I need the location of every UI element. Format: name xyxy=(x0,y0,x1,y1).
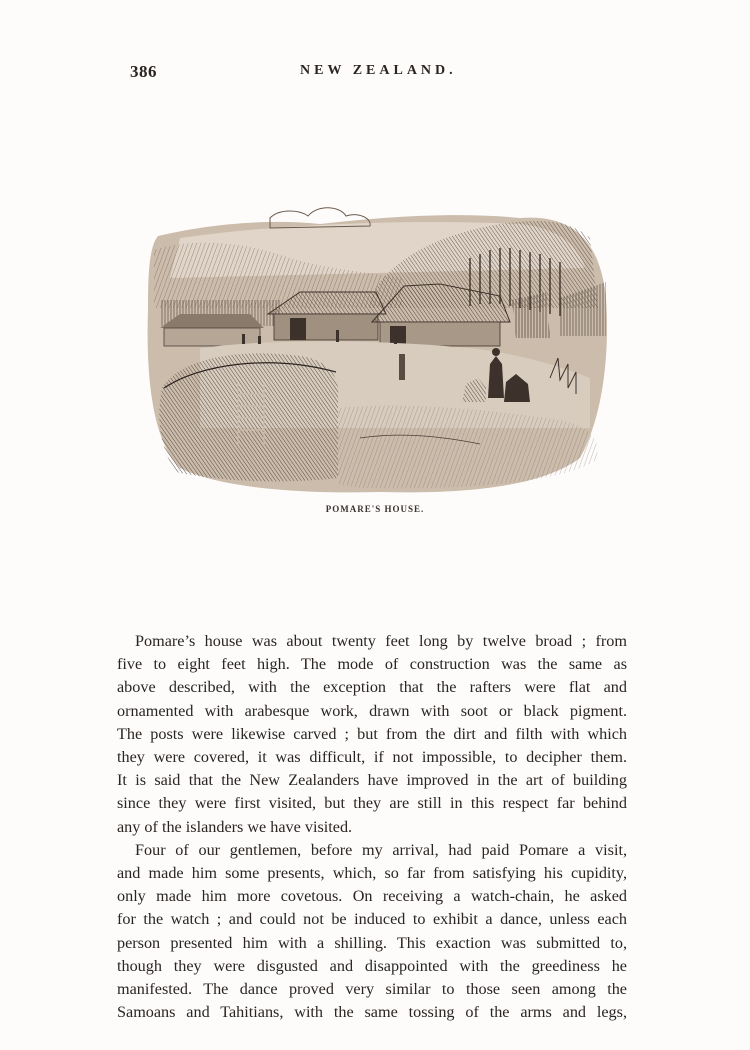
text-line: five to eight feet high. The mode of construction was the same as xyxy=(117,655,627,674)
text-line: It is said that the New Zealanders have improved in the art of building xyxy=(117,771,627,790)
text-line: Samoans and Tahitians, with the same tossing of the arms and legs, xyxy=(117,1003,627,1022)
text-line: ornamented with arabesque work, drawn with soot or black pigment. xyxy=(117,701,627,720)
text-line: Pomare’s house was about twenty feet long by twelve broad ; from xyxy=(135,632,627,650)
body-text xyxy=(117,630,627,1024)
text-line: and made him some presents, which, so far from satisfying his cupidity, xyxy=(117,864,627,883)
text-line: person presented him with a shilling. This exaction was submitted to, xyxy=(117,933,627,952)
engraving-illustration xyxy=(140,188,615,500)
running-title: NEW ZEALAND. xyxy=(300,63,457,78)
engraving-image xyxy=(140,188,615,500)
text-line: since they were first visited, but they are still in this respect far behind xyxy=(117,794,627,813)
text-line: above described, with the exception that the rafters were flat and xyxy=(117,678,627,697)
figure-caption: POMARE'S HOUSE. xyxy=(325,504,425,514)
page-number: 386 xyxy=(130,62,157,81)
text-line: though they were disgusted and disappointed with the greediness he xyxy=(117,956,627,975)
text-line: The posts were likewise carved ; but from the dirt and filth with which xyxy=(117,724,627,743)
text-line: for the watch ; and could not be induced to exhibit a dance, unless each xyxy=(117,910,627,929)
text-line: manifested. The dance proved very similar to those seen among the xyxy=(117,980,627,999)
text-line: they were covered, it was difficult, if not impossible, to decipher them. xyxy=(117,748,627,767)
text-line: Four of our gentlemen, before my arrival, had paid Pomare a visit, xyxy=(135,840,627,859)
text-line: only made him more covetous. On receiving a watch-chain, he asked xyxy=(117,887,627,906)
text-line: any of the islanders we have visited. xyxy=(117,817,353,836)
